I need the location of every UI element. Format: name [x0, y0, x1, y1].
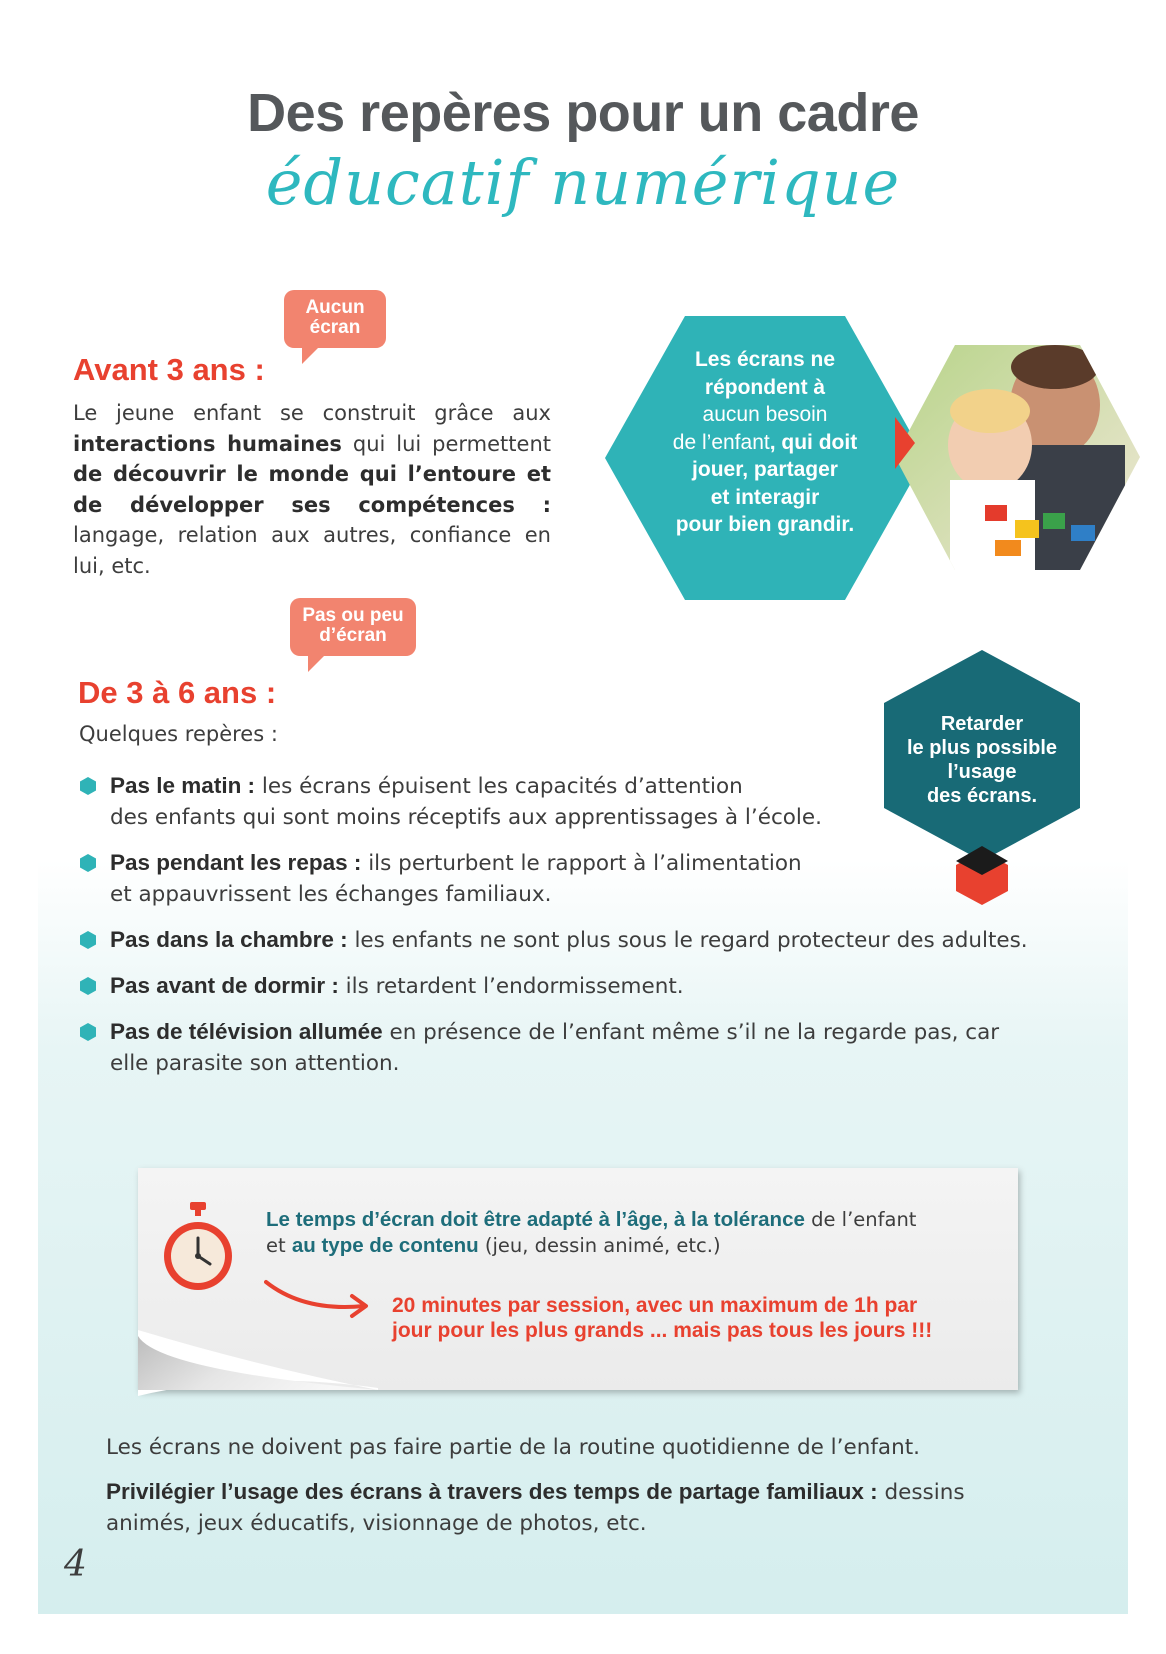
footer-line-routine: Les écrans ne doivent pas faire partie de la routine quotidienne de l’enfant.	[106, 1435, 920, 1460]
footer-paragraph-partage: Privilégier l’usage des écrans à travers des temps de partage familiaux : dessins animés, jeux éducatifs, visionnage de photos, etc.	[106, 1479, 965, 1536]
list-item: Pas le matin : les écrans épuisent les capacités d’attention des enfants qui sont moins réceptifs aux apprentissages à l’école.	[79, 770, 1099, 833]
hex-line: Les écrans ne	[694, 348, 836, 371]
hexagon-bullet-icon	[79, 777, 97, 795]
section-heading-avant-3-ans: Avant 3 ans :	[73, 352, 265, 387]
list-item: Pas avant de dormir : ils retardent l’endormissement.	[79, 970, 1099, 1002]
hex-line: répondent à	[704, 375, 826, 399]
page-curl-decoration	[138, 1330, 378, 1396]
hex-line: et interagir	[710, 485, 820, 509]
bubble-aucun-ecran	[284, 290, 386, 348]
bubble-line: Aucun	[305, 297, 365, 318]
highlight-line: 20 minutes par session, avec un maximum de 1h par	[392, 1294, 918, 1317]
hex-line: l’usage	[947, 761, 1017, 783]
section2-intro: Quelques repères :	[79, 722, 278, 746]
hex-line: jouer, partager	[692, 458, 838, 481]
text-bold: de découvrir le monde qui l’entoure et de développer ses compétences :	[73, 462, 551, 517]
hexagon-bullet-icon	[79, 1023, 97, 1041]
stopwatch-icon	[160, 1202, 236, 1292]
bubble-line: d’écran	[319, 625, 387, 646]
hex-line: de l’enfant, qui doit	[672, 430, 858, 454]
page-subtitle: éducatif numérique	[265, 146, 901, 219]
page-number: 4	[64, 1544, 87, 1585]
text: qui lui permettent	[341, 431, 551, 456]
hexagon-bullet-icon	[79, 854, 97, 872]
card-highlight-text	[392, 1293, 992, 1343]
card-main-text: Le temps d’écran doit être adapté à l’âge, à la tolérance de l’enfant et au type de contenu (jeu, dessin animé, etc.)	[266, 1208, 917, 1257]
bubble-pas-ou-peu-ecran	[290, 598, 416, 656]
list-item: Pas dans la chambre : les enfants ne sont plus sous le regard protecteur des adultes.	[79, 924, 1099, 956]
hex-line: le plus possible	[906, 737, 1058, 759]
hex-line: pour bien grandir.	[675, 513, 855, 536]
photo-parent-child	[895, 345, 1140, 570]
teal-hexagon-text	[640, 346, 890, 539]
hexagon-bullet-icon	[79, 931, 97, 949]
bullet-list	[79, 770, 1099, 1093]
list-item: Pas de télévision allumée en présence de l’enfant même s’il ne la regarde pas, car elle parasite son attention.	[79, 1016, 1099, 1079]
section-heading-3-a-6-ans: De 3 à 6 ans :	[78, 675, 277, 710]
highlight-line: jour pour les plus grands ... mais pas tous les jours !!!	[392, 1319, 933, 1342]
page-title: Des repères pour un cadre	[247, 83, 919, 143]
text: langage, relation aux autres, confiance en lui, etc.	[73, 523, 551, 578]
hex-line: Retarder	[940, 713, 1024, 735]
bubble-line: écran	[309, 317, 361, 338]
bubble-line: Pas ou peu	[302, 605, 404, 626]
list-item: Pas pendant les repas : ils perturbent le rapport à l’alimentation et appauvrissent les échanges familiaux.	[79, 847, 1099, 910]
hexagon-bullet-icon	[79, 977, 97, 995]
hex-line: aucun besoin	[702, 403, 828, 426]
curved-arrow-icon	[264, 1272, 376, 1324]
hex-line: des écrans.	[926, 785, 1038, 807]
section1-paragraph	[73, 398, 551, 581]
text-bold: interactions humaines	[73, 431, 342, 456]
text: Le jeune enfant se construit grâce aux	[73, 401, 551, 425]
